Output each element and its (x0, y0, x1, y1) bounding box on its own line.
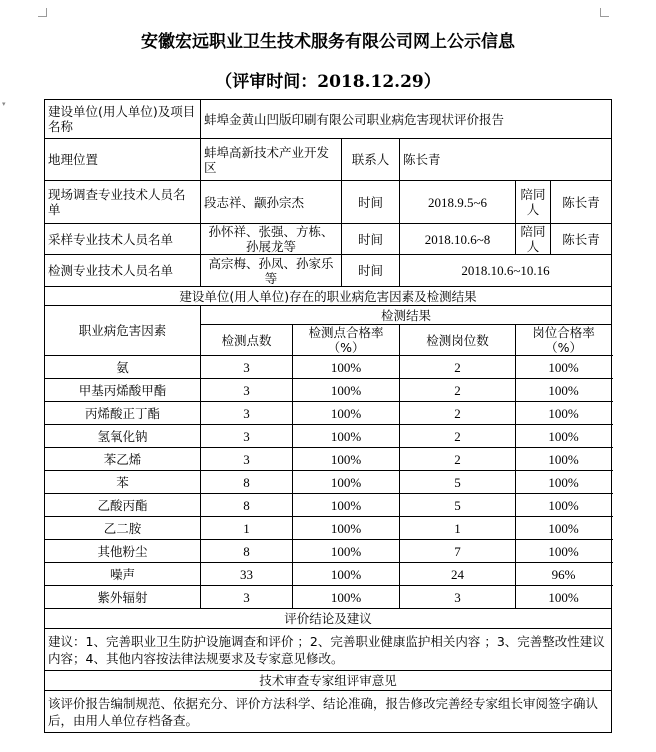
hazard-posts: 2 (400, 379, 516, 402)
hazard-points: 3 (201, 402, 293, 425)
hazard-post-rate: 100% (516, 448, 612, 471)
hazard-factor: 其他粉尘 (45, 540, 201, 563)
hazard-point-rate: 100% (293, 379, 400, 402)
sampling-label: 采样专业技术人员名单 (45, 224, 201, 255)
hazard-row (45, 471, 612, 494)
sampling-escort-label: 陪同人 (516, 224, 551, 255)
survey-escort-label: 陪同人 (516, 181, 551, 224)
hazard-row (45, 356, 612, 379)
review-text: 该评价报告编制规范、依据充分、评价方法科学、结论准确，报告修改完善经专家组长审阅签字确认后，由用人单位存档备查。 (45, 691, 612, 733)
unit-value: 蚌埠金黄山凹版印刷有限公司职业病危害现状评价报告 (201, 100, 612, 139)
sampling-row (45, 224, 612, 255)
conclusion-row (45, 629, 612, 671)
hazard-points: 8 (201, 471, 293, 494)
review-time: （评审时间：2018.12.29） (215, 72, 441, 92)
hazard-posts: 5 (400, 494, 516, 517)
hazard-posts: 24 (400, 563, 516, 586)
col-points-header: 检测点数 (201, 325, 293, 356)
hazard-points: 3 (201, 586, 293, 609)
conclusion-text: 建议：1、完善职业卫生防护设施调查和评价 ；2、完善职业健康监护相关内容 ；3、完善整改性建议内容；4、其他内容按法律法规要求及专家意见修改。 (45, 629, 612, 671)
testing-value: 高宗梅、孙凤、孙家乐等 (201, 255, 342, 287)
testing-time: 2018.10.6~10.16 (400, 255, 612, 287)
col-point-rate-header: 检测点合格率（%） (293, 325, 400, 356)
info-table (44, 99, 612, 733)
hazard-post-rate: 100% (516, 379, 612, 402)
hazard-factor: 乙酸丙酯 (45, 494, 201, 517)
hazard-row (45, 494, 612, 517)
review-row (45, 691, 612, 733)
survey-value: 段志祥、颛孙宗杰 (201, 181, 342, 224)
hazard-rows (45, 356, 612, 609)
survey-escort: 陈长青 (551, 181, 612, 224)
hazard-point-rate: 100% (293, 540, 400, 563)
hazard-row (45, 379, 612, 402)
hazard-post-rate: 100% (516, 471, 612, 494)
sampling-value: 孙怀祥、张强、方栋、孙展龙等 (201, 224, 342, 255)
hazard-points: 8 (201, 494, 293, 517)
hazard-posts: 1 (400, 517, 516, 540)
hazard-section-title: 建设单位(用人单位)存在的职业病危害因素及检测结果 (45, 287, 612, 306)
hazard-point-rate: 100% (293, 563, 400, 586)
hazard-posts: 2 (400, 402, 516, 425)
hazard-factor: 氨 (45, 356, 201, 379)
testing-row (45, 255, 612, 287)
sampling-time-label: 时间 (342, 224, 400, 255)
results-header: 检测结果 (201, 306, 612, 325)
hazard-point-rate: 100% (293, 494, 400, 517)
hazard-posts: 5 (400, 471, 516, 494)
location-row (45, 139, 612, 181)
hazard-posts: 2 (400, 448, 516, 471)
hazard-posts: 2 (400, 425, 516, 448)
hazard-row (45, 425, 612, 448)
hazard-row (45, 540, 612, 563)
hazard-factor: 氢氧化钠 (45, 425, 201, 448)
hazard-post-rate: 100% (516, 586, 612, 609)
hazard-point-rate: 100% (293, 425, 400, 448)
hazard-point-rate: 100% (293, 448, 400, 471)
location-label: 地理位置 (45, 139, 201, 181)
hazard-point-rate: 100% (293, 402, 400, 425)
hazard-point-rate: 100% (293, 586, 400, 609)
hazard-factor: 苯 (45, 471, 201, 494)
hazard-post-rate: 100% (516, 540, 612, 563)
hazard-point-rate: 100% (293, 517, 400, 540)
unit-label: 建设单位(用人单位)及项目名称 (45, 100, 201, 139)
hazard-post-rate: 100% (516, 517, 612, 540)
page-corner-mark-left (38, 8, 47, 17)
hazard-factor: 苯乙烯 (45, 448, 201, 471)
testing-label: 检测专业技术人员名单 (45, 255, 201, 287)
hazard-post-rate: 96% (516, 563, 612, 586)
hazard-row (45, 586, 612, 609)
review-title-row (45, 671, 612, 691)
hazard-factor: 紫外辐射 (45, 586, 201, 609)
hazard-points: 3 (201, 425, 293, 448)
hazard-post-rate: 100% (516, 425, 612, 448)
hazard-posts: 7 (400, 540, 516, 563)
page-title: 安徽宏远职业卫生技术服务有限公司网上公示信息 (141, 32, 515, 52)
hazard-section-row (45, 287, 612, 306)
hazard-factor: 甲基丙烯酸甲酯 (45, 379, 201, 402)
conclusion-title-row (45, 609, 612, 629)
sampling-time: 2018.10.6~8 (400, 224, 516, 255)
hazard-factor: 丙烯酸正丁酯 (45, 402, 201, 425)
hazard-point-rate: 100% (293, 471, 400, 494)
survey-time-label: 时间 (342, 181, 400, 224)
review-title: 技术审查专家组评审意见 (45, 671, 612, 691)
hazard-factor: 乙二胺 (45, 517, 201, 540)
testing-time-label: 时间 (342, 255, 400, 287)
sampling-escort: 陈长青 (551, 224, 612, 255)
hazard-points: 1 (201, 517, 293, 540)
hazard-row (45, 563, 612, 586)
conclusion-title: 评价结论及建议 (45, 609, 612, 629)
hazard-points: 8 (201, 540, 293, 563)
hazard-row (45, 448, 612, 471)
hazard-post-rate: 100% (516, 402, 612, 425)
hazard-post-rate: 100% (516, 356, 612, 379)
page-corner-mark-right (600, 8, 609, 17)
hazard-row (45, 517, 612, 540)
unit-row (45, 100, 612, 139)
hazard-points: 3 (201, 356, 293, 379)
col-post-rate-header: 岗位合格率（%） (516, 325, 612, 356)
hazard-point-rate: 100% (293, 356, 400, 379)
hazard-post-rate: 100% (516, 494, 612, 517)
hazard-points: 3 (201, 448, 293, 471)
margin-marker: ▾ (2, 100, 6, 108)
location-value: 蚌埠高新技术产业开发区 (201, 139, 342, 181)
contact-value: 陈长青 (400, 139, 612, 181)
hazard-posts: 3 (400, 586, 516, 609)
hazard-factor: 噪声 (45, 563, 201, 586)
hazard-points: 33 (201, 563, 293, 586)
hazard-points: 3 (201, 379, 293, 402)
survey-row (45, 181, 612, 224)
col-posts-header: 检测岗位数 (400, 325, 516, 356)
hazard-header-row (45, 306, 612, 325)
contact-label: 联系人 (342, 139, 400, 181)
hazard-posts: 2 (400, 356, 516, 379)
survey-time: 2018.9.5~6 (400, 181, 516, 224)
hazard-row (45, 402, 612, 425)
factor-header: 职业病危害因素 (45, 306, 201, 356)
survey-label: 现场调查专业技术人员名单 (45, 181, 201, 224)
